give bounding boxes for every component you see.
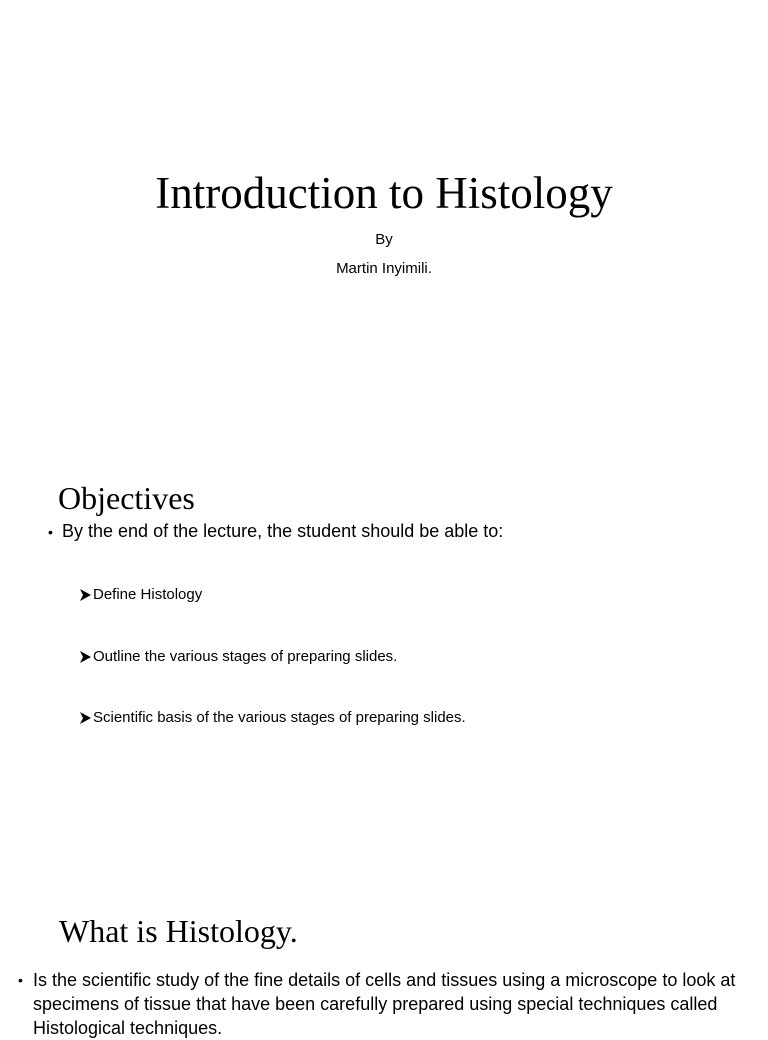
- bullet-icon: •: [18, 972, 23, 988]
- objective-item-text: Scientific basis of the various stages of preparing slides.: [93, 709, 466, 726]
- objective-item-text: Outline the various stages of preparing slides.: [93, 648, 398, 665]
- arrow-bullet-icon: [78, 711, 93, 725]
- objective-item-text: Define Histology: [93, 586, 203, 603]
- objectives-intro-text: By the end of the lecture, the student should be able to:: [62, 521, 504, 541]
- definition-bullet: [18, 968, 766, 1040]
- arrow-bullet-icon: [78, 650, 93, 664]
- bullet-icon: •: [48, 524, 53, 540]
- author-name: Martin Inyimili.: [336, 260, 432, 277]
- title-slide: [0, 0, 768, 440]
- objectives-slide: [0, 440, 768, 880]
- objectives-heading: Objectives: [58, 480, 195, 516]
- byline-label: By: [375, 231, 393, 248]
- objective-item: [78, 585, 202, 605]
- arrow-bullet-icon: [78, 588, 93, 602]
- objective-item: [78, 647, 397, 667]
- definition-text: Is the scientific study of the fine details of cells and tissues using a microscope to look at specimens of tissue that have been carefully prepared using special techniques called Histological techniques.: [33, 970, 736, 1038]
- objective-item: [78, 708, 466, 728]
- objectives-intro: [48, 519, 503, 544]
- slide-title: Introduction to Histology: [155, 168, 613, 218]
- definition-slide: [0, 880, 768, 1038]
- definition-heading: What is Histology.: [59, 913, 298, 949]
